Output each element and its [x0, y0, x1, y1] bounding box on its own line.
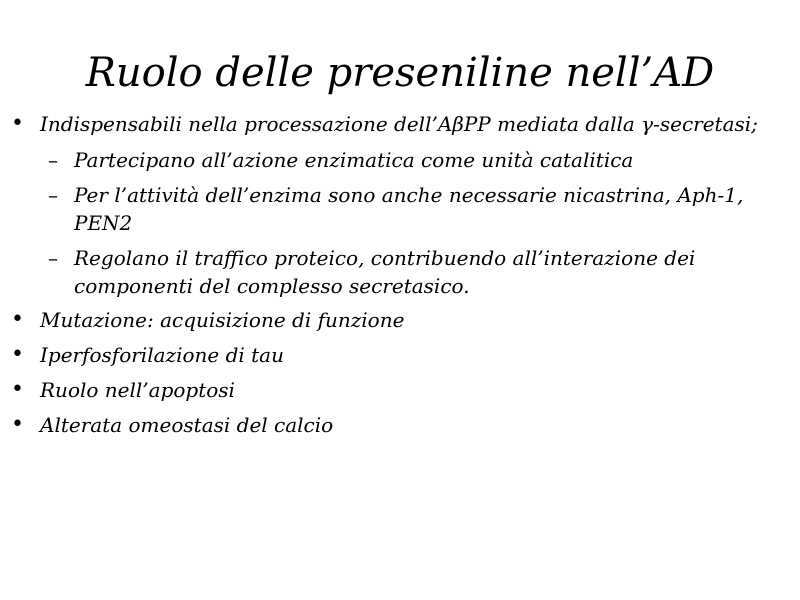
bullet-list [0, 111, 800, 447]
sub-bullet-item [0, 244, 800, 300]
bullet-text: Mutazione: acquisizione di funzione [40, 308, 405, 332]
bullet-item [0, 342, 800, 368]
bullet-marker: • [11, 342, 24, 367]
bullet-item [0, 377, 800, 403]
sub-bullet-text-line1: Per l’attività dell’enzima sono anche necessarie nicastrina, Aph-1, [74, 183, 744, 207]
sub-bullet-text-line1: Regolano il traffico proteico, contribuendo all’interazione dei [74, 246, 696, 270]
bullet-item [0, 412, 800, 438]
sub-bullet-item [0, 181, 800, 237]
bullet-text: Alterata omeostasi del calcio [40, 413, 334, 437]
sub-bullet-text: Partecipano all’azione enzimatica come unità catalitica [74, 148, 634, 172]
bullet-item [0, 307, 800, 333]
dash-marker: – [48, 183, 58, 207]
bullet-text: Iperfosforilazione di tau [40, 343, 284, 367]
slide-title: Ruolo delle preseniline nell’AD [85, 50, 715, 96]
dash-marker: – [48, 246, 58, 270]
sub-bullet-text-line2: PEN2 [74, 211, 133, 235]
bullet-marker: • [11, 307, 24, 332]
bullet-marker: • [11, 111, 24, 136]
bullet-item [0, 111, 800, 137]
bullet-text: Indispensabili nella processazione dell’AβPP mediata dalla γ-secretasi; [40, 112, 758, 136]
sub-bullet-text-line2: componenti del complesso secretasico. [74, 274, 470, 298]
dash-marker: – [48, 148, 58, 172]
bullet-marker: • [11, 412, 24, 437]
bullet-text: Ruolo nell’apoptosi [40, 378, 235, 402]
sub-bullet-item [0, 146, 800, 174]
bullet-marker: • [11, 377, 24, 402]
